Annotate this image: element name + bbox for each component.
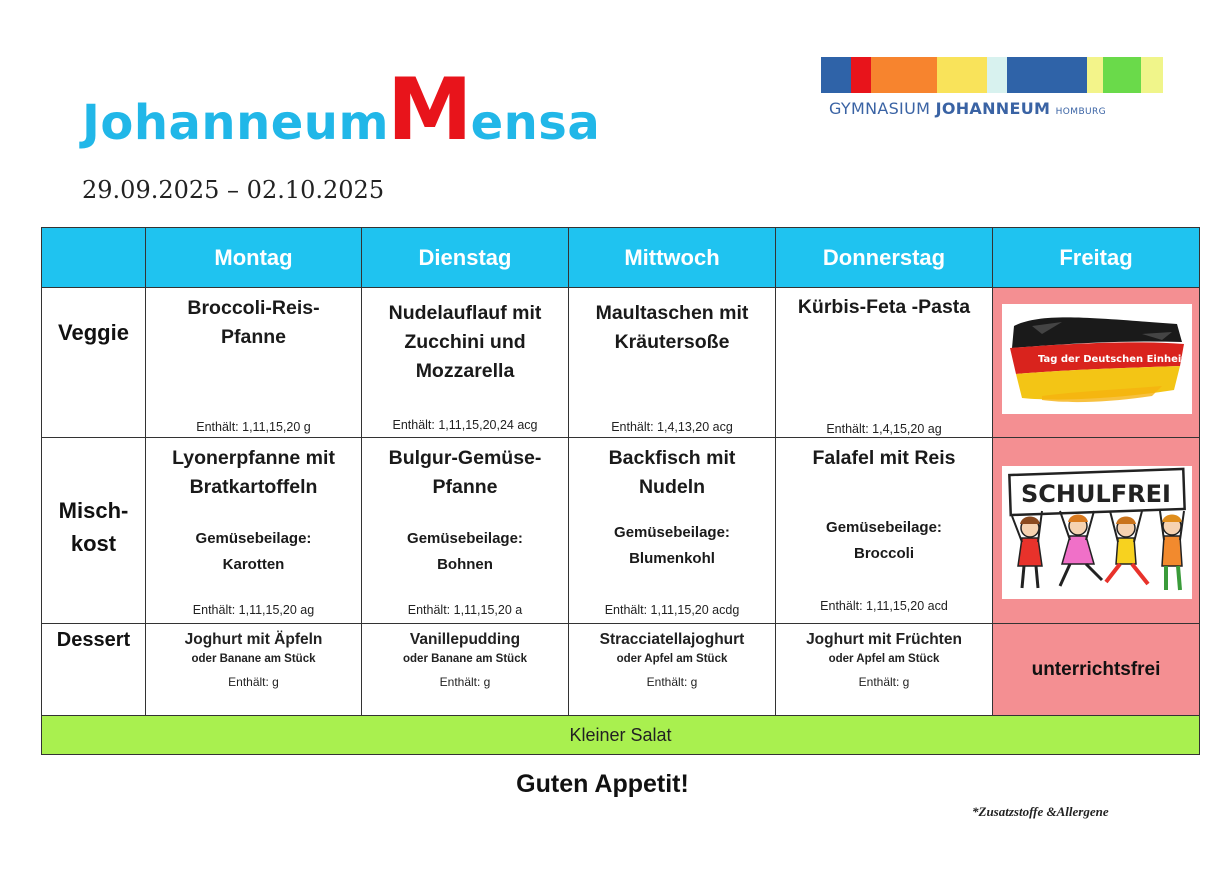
- salad-banner: Kleiner Salat: [42, 716, 1200, 755]
- side-label: Gemüsebeilage:: [407, 530, 523, 547]
- dessert-alternative: oder Apfel am Stück: [828, 653, 940, 665]
- flag-caption: Tag der Deutschen Einheit: [1037, 354, 1187, 365]
- veggie-cell-donnerstag: [776, 288, 993, 438]
- dish-name: Falafel mit Reis: [812, 447, 956, 469]
- school-logo: [821, 57, 1163, 118]
- allergen-info: Enthält: 1,11,15,20 acdg: [604, 603, 740, 617]
- german-flag-image: [1002, 304, 1192, 414]
- mischkost-cell-donnerstag: [776, 438, 993, 624]
- dessert-allergens: Enthält: g: [439, 675, 491, 689]
- veggie-cell-dienstag: [362, 288, 569, 438]
- header-empty-cell: [42, 228, 146, 288]
- side-dish: Bohnen: [437, 556, 493, 573]
- side-dish: Blumenkohl: [629, 550, 715, 567]
- school-name-suffix: HOMBURG: [1055, 107, 1107, 117]
- date-range: 29.09.2025 – 02.10.2025: [82, 176, 385, 204]
- dessert-cell-freitag: unterrichtsfrei: [993, 624, 1200, 716]
- mensa-logo-title: [82, 60, 601, 160]
- side-label: Gemüsebeilage:: [614, 524, 730, 541]
- row-label-dessert: [42, 624, 146, 716]
- side-label: Gemüsebeilage:: [826, 519, 942, 536]
- color-stripe: [987, 57, 1007, 93]
- color-stripes: [821, 57, 1163, 93]
- allergen-info: Enthält: 1,4,13,20 acg: [611, 420, 733, 434]
- dessert-cell-montag: [146, 624, 362, 716]
- dish-name: Broccoli-Reis-Pfanne: [187, 297, 320, 348]
- day-header-dienstag: Dienstag: [362, 228, 569, 288]
- dessert-alternative: oder Banane am Stück: [191, 653, 316, 665]
- dessert-main: Joghurt mit Früchten: [806, 631, 962, 648]
- dessert-alternative: oder Banane am Stück: [403, 653, 527, 665]
- color-stripe: [851, 57, 871, 93]
- color-stripe: [1007, 57, 1087, 93]
- guten-appetit: Guten Appetit!: [516, 770, 689, 798]
- dish-name: Nudelauflauf mit Zucchini und Mozzarella: [388, 302, 542, 382]
- color-stripe: [871, 57, 937, 93]
- allergen-info: Enthält: 1,11,15,20 acd: [820, 599, 948, 613]
- schulfrei-image: [1002, 466, 1192, 599]
- dessert-main: Joghurt mit Äpfeln: [184, 631, 323, 648]
- dessert-allergens: Enthält: g: [646, 675, 698, 689]
- title-big-m: M: [386, 60, 473, 160]
- color-stripe: [1087, 57, 1103, 93]
- salad-row: [42, 716, 1200, 755]
- row-label-veggie: [42, 288, 146, 438]
- dessert-main: Stracciatellajoghurt: [599, 631, 745, 648]
- dessert-row: [42, 624, 1200, 716]
- day-header-montag: Montag: [146, 228, 362, 288]
- mischkost-cell-freitag: [993, 438, 1200, 624]
- school-name-prefix: GYMNASIUM: [829, 99, 931, 118]
- mischkost-cell-dienstag: [362, 438, 569, 624]
- allergen-info: Enthält: 1,11,15,20,24 acg: [392, 418, 538, 432]
- day-header-mittwoch: Mittwoch: [569, 228, 776, 288]
- dessert-allergens: Enthält: g: [228, 675, 279, 689]
- allergen-info: Enthält: 1,11,15,20 g: [196, 420, 311, 434]
- color-stripe: [937, 57, 987, 93]
- row-label-kost: kost: [70, 531, 117, 556]
- dessert-main: Vanillepudding: [409, 631, 521, 648]
- dish-name: Maultaschen mit Kräutersoße: [595, 302, 749, 353]
- day-header-donnerstag: Donnerstag: [776, 228, 993, 288]
- dish-name: Lyonerpfanne mit Bratkartoffeln: [172, 447, 335, 498]
- dessert-cell-donnerstag: [776, 624, 993, 716]
- school-name-main: JOHANNEUM: [935, 99, 1051, 118]
- german-flag-brush-icon: [1002, 304, 1192, 414]
- additives-note: *Zusatzstoffe &Allergene: [972, 804, 1109, 819]
- dessert-cell-dienstag: [362, 624, 569, 716]
- veggie-cell-freitag: [993, 288, 1200, 438]
- side-dish: Karotten: [222, 556, 285, 573]
- color-stripe: [1141, 57, 1163, 93]
- day-header-freitag: Freitag: [993, 228, 1200, 288]
- dish-name: Backfisch mit Nudeln: [608, 447, 736, 498]
- menu-table: [41, 227, 1200, 755]
- allergen-info: Enthält: 1,4,15,20 ag: [826, 422, 942, 436]
- veggie-cell-mittwoch: [569, 288, 776, 438]
- row-label-dessert-text: Dessert: [56, 629, 131, 651]
- side-label: Gemüsebeilage:: [195, 530, 312, 547]
- row-label-misch: Misch-: [58, 498, 129, 523]
- row-label-mischkost: [42, 438, 146, 624]
- dessert-allergens: Enthält: g: [858, 675, 910, 689]
- color-stripe: [821, 57, 851, 93]
- title-part-johanneum: Johanneum: [82, 95, 389, 151]
- side-dish: Broccoli: [853, 545, 914, 562]
- mischkost-cell-montag: [146, 438, 362, 624]
- allergen-info: Enthält: 1,11,15,20 a: [407, 603, 523, 617]
- dessert-alternative: oder Apfel am Stück: [616, 653, 728, 665]
- mischkost-cell-mittwoch: [569, 438, 776, 624]
- schulfrei-text: SCHULFREI: [1021, 480, 1171, 508]
- allergen-info: Enthält: 1,11,15,20 ag: [192, 603, 315, 617]
- veggie-cell-montag: [146, 288, 362, 438]
- veggie-row: [42, 288, 1200, 438]
- title-part-ensa: ensa: [470, 95, 601, 151]
- day-header-row: [42, 228, 1200, 288]
- dish-name: Kürbis-Feta -Pasta: [797, 296, 971, 318]
- schulfrei-kids-icon: [1002, 466, 1192, 599]
- row-label-veggie-text: Veggie: [58, 320, 129, 345]
- dish-name: Bulgur-Gemüse-Pfanne: [388, 447, 542, 498]
- dessert-cell-mittwoch: [569, 624, 776, 716]
- color-stripe: [1103, 57, 1141, 93]
- mischkost-row: [42, 438, 1200, 624]
- school-name: [821, 99, 1163, 118]
